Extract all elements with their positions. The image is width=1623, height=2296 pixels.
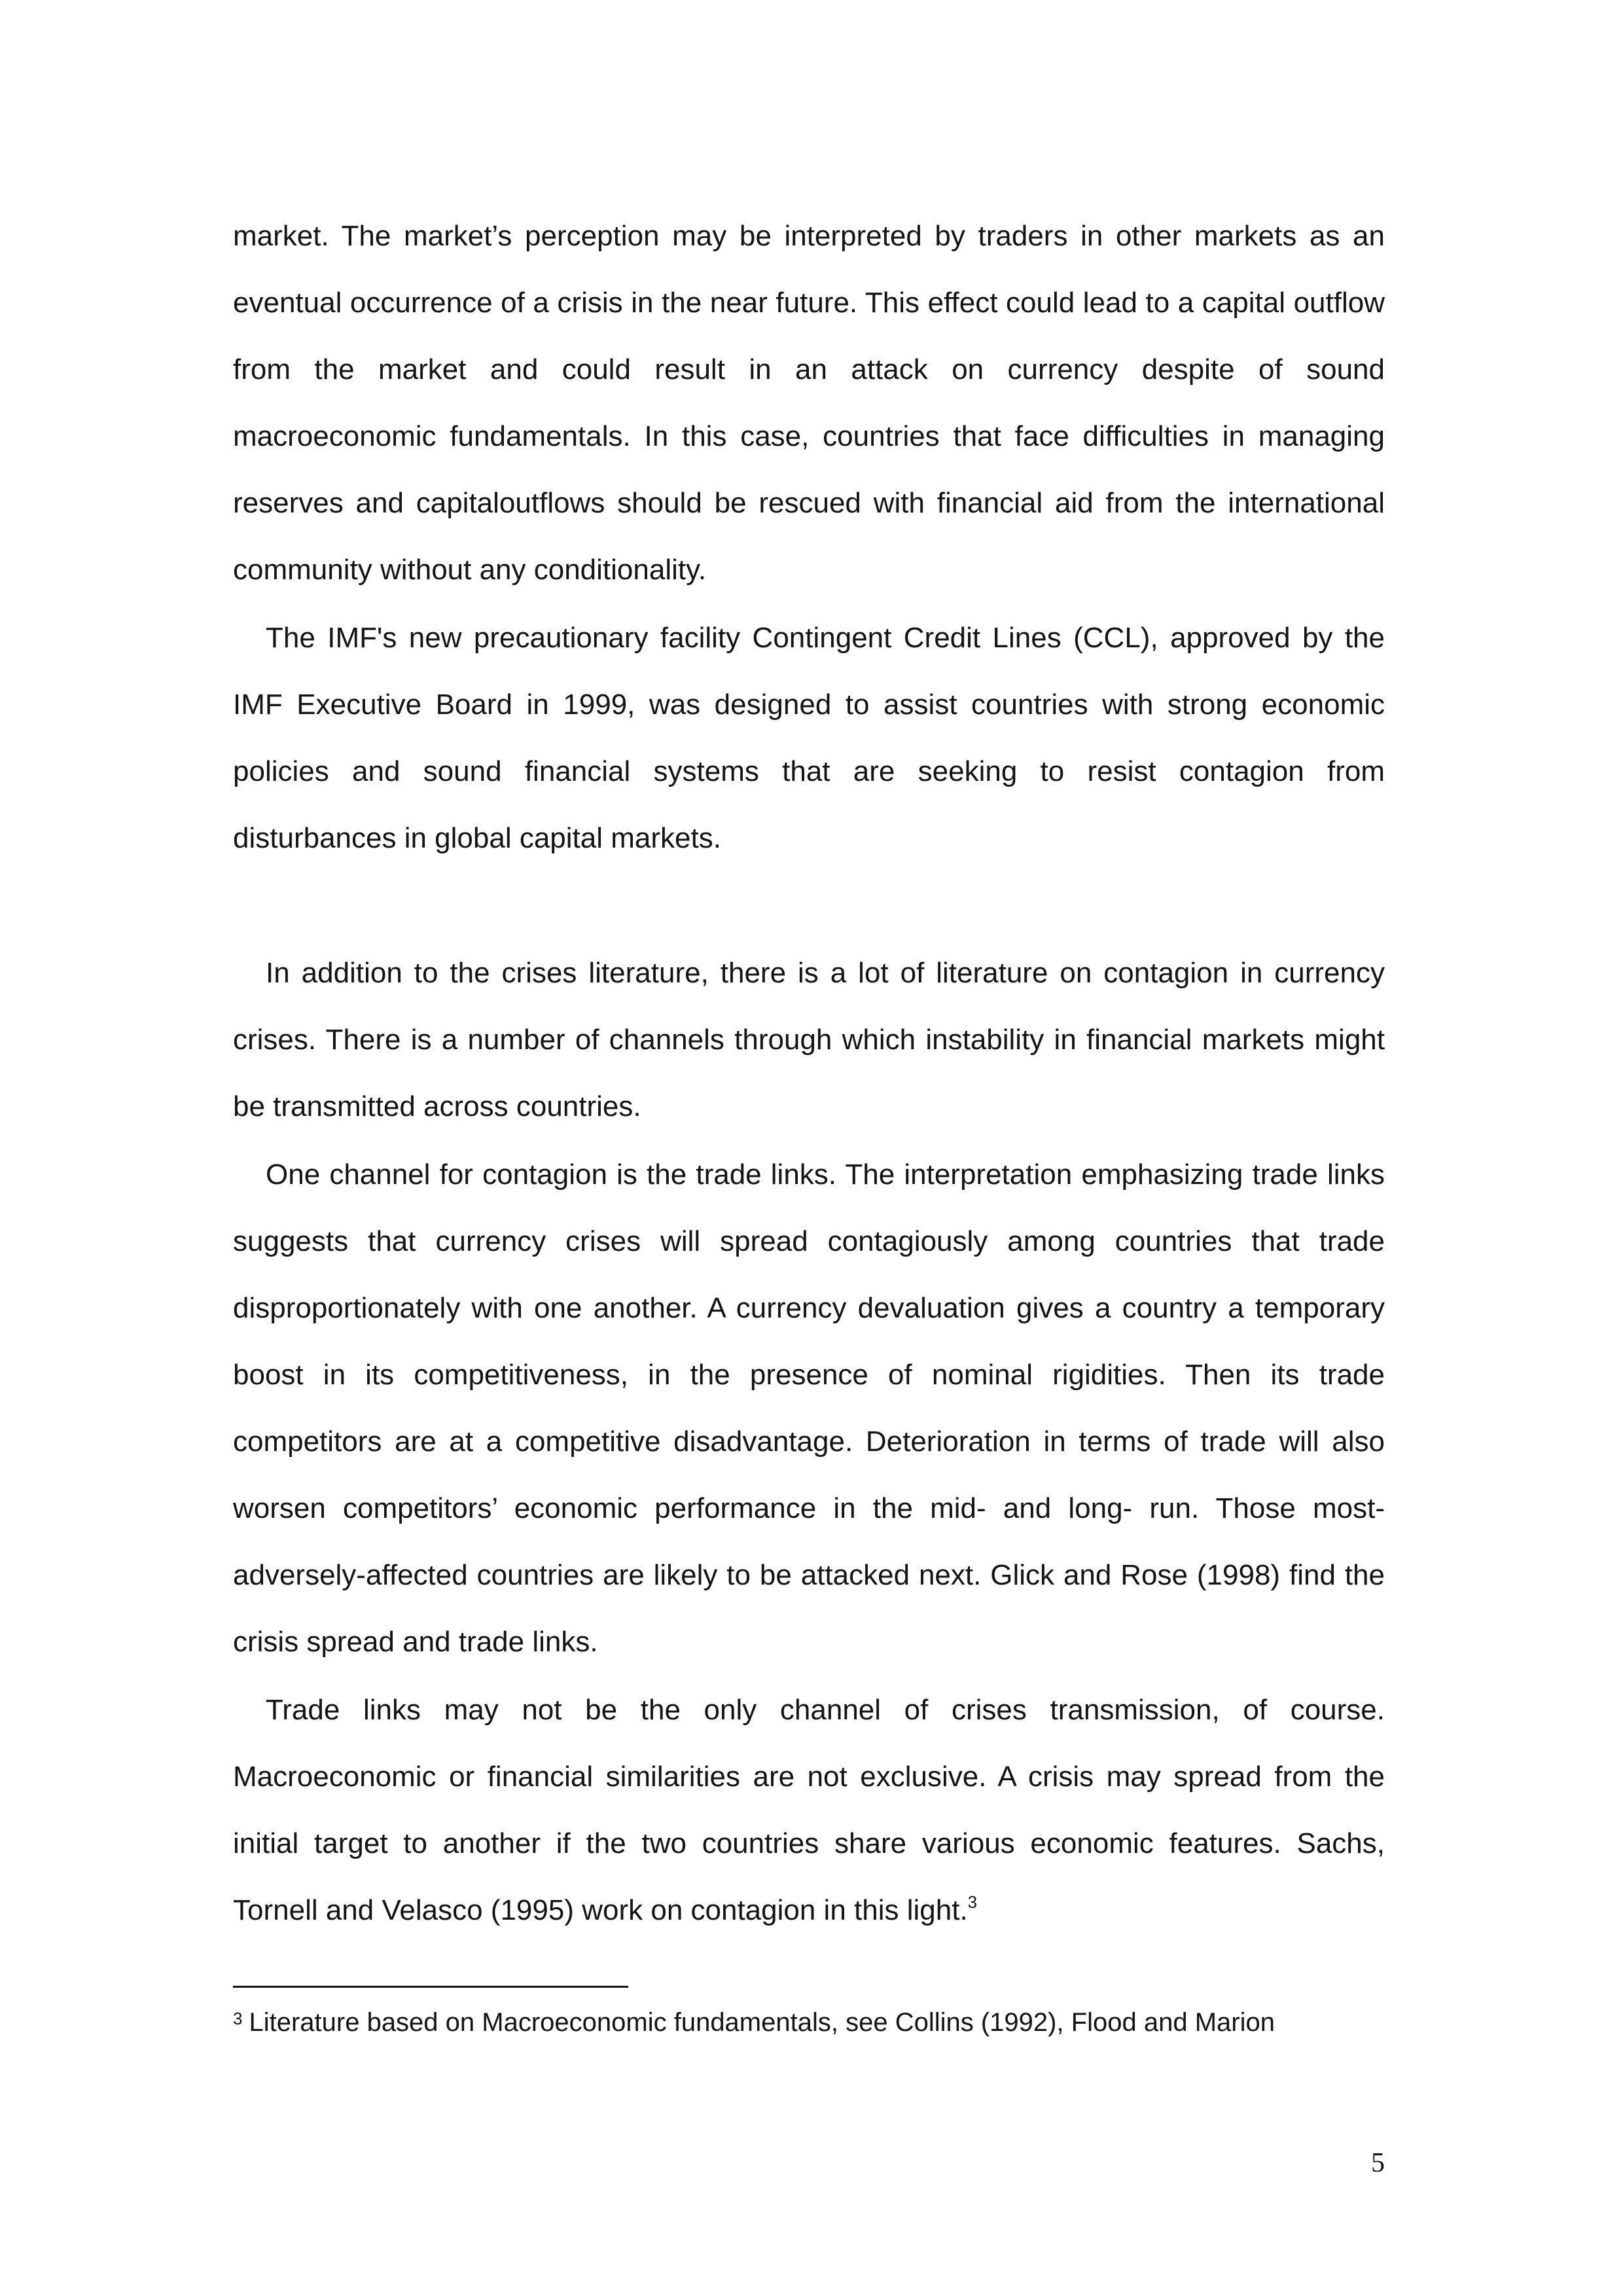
paragraph-1: market. The market’s perception may be interpreted by traders in other markets as an eventual occurrence of a crisis in the near future. This effect could lead to a capital outflow from the market and could result in an attack on currency despite of sound macroeconomic fundamentals. In this case, countries that face difficulties in managing reserves and capitaloutflows should be rescued with financial aid from the international community without any conditionality.: [233, 220, 1385, 586]
footnote-marker: 3: [233, 2009, 243, 2028]
paragraph-2: The IMF's new precautionary facility Contingent Credit Lines (CCL), approved by the IMF Executive Board in 1999, was designed to assist countries with strong economic policies and sound financial systems that are seeking to resist contagion from disturbances in global capital markets.: [233, 622, 1385, 854]
footnote-text: Literature based on Macroeconomic fundamentals, see Collins (1992), Flood and Marion: [249, 2008, 1275, 2037]
footnote: [233, 1998, 1385, 2043]
page-number: 5: [1371, 2148, 1385, 2178]
footnote-separator: [233, 1986, 628, 1988]
paragraph-4: One channel for contagion is the trade links. The interpretation emphasizing trade links suggests that currency crises will spread contagiously among countries that trade disproportionately with one another. A currency devaluation gives a country a temporary boost in its competitiveness, in the presence of nominal rigidities. Then its trade competitors are at a competitive disadvantage. Deterioration in terms of trade will also worsen competitors’ economic performance in the mid- and long- run. Those most-adversely-affected countries are likely to be attacked next. Glick and Rose (1998) find the crisis spread and trade links.: [233, 1158, 1385, 1658]
paragraph-5: [233, 1677, 1385, 1944]
footnote-reference: 3: [967, 1892, 978, 1912]
paragraph-3: In addition to the crises literature, there is a lot of literature on contagion in currency crises. There is a number of channels through which instability in financial markets might be transmitted across countries.: [233, 957, 1385, 1122]
paragraph-5-text: Trade links may not be the only channel of crises transmission, of course. Macroeconomic or financial similarities are not exclusive. A crisis may spread from the initial target to another if the two countries share various economic features. Sachs, Tornell and Velasco (1995) work on contagion in this light.: [233, 1694, 1385, 1926]
